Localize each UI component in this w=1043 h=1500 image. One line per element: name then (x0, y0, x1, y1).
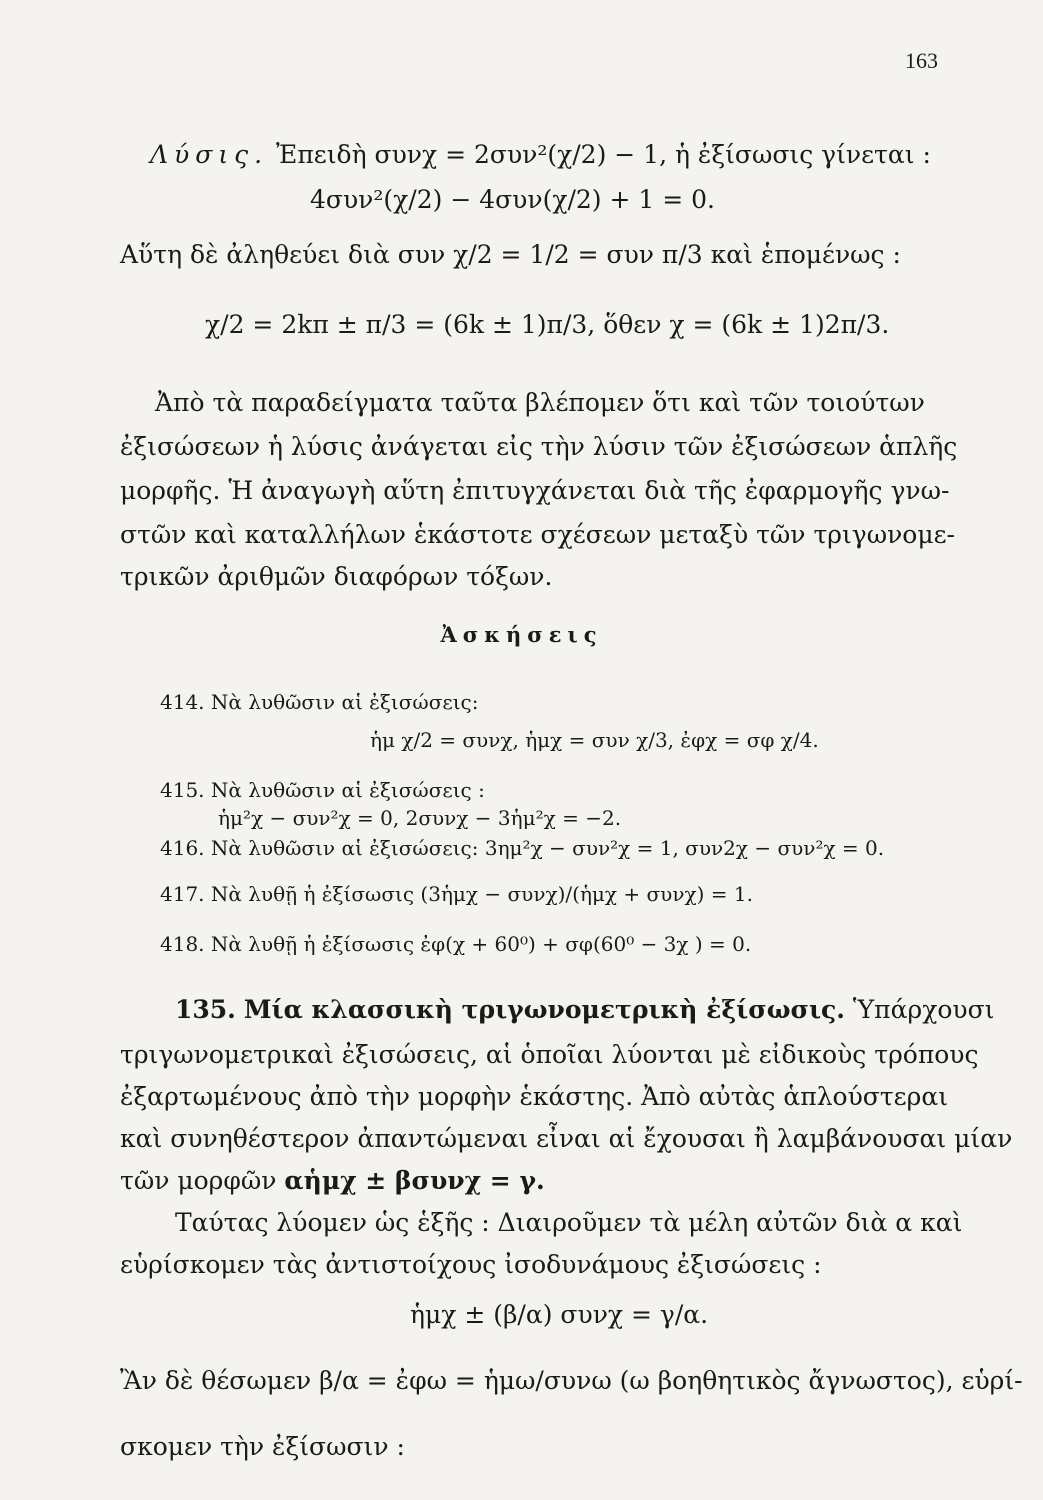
section-p2-line-2: εὑρίσκομεν τὰς ἀντιστοίχους ἰσοδυνάμους ἐξισώσεις : (120, 1250, 822, 1279)
solution-label: Λύσις. (150, 140, 269, 169)
classic-form: αἡμχ ± βσυνχ = γ. (284, 1166, 545, 1195)
exercise-417-equation: (3ἡμχ − συνχ)/(ἡμχ + συνχ) = 1. (420, 882, 753, 906)
solution-text-1: Ἐπειδὴ συνχ = 2συν²(χ/2) − 1, ἡ ἐξίσωσις γίνεται : (276, 140, 931, 169)
section-p2-line-1: Ταύτας λύομεν ὡς ἑξῆς : Διαιροῦμεν τὰ μέλη αὐτῶν διὰ α καὶ (175, 1208, 963, 1237)
section-line-4-text: τῶν μορφῶν (120, 1166, 277, 1195)
section-line-0: Ὑπάρχουσι (852, 995, 995, 1024)
section-title: Μία κλασσικὴ τριγωνομετρικὴ ἐξίσωσις. (243, 995, 845, 1024)
exercise-418: 418. Νὰ λυθῇ ἡ ἐξίσωσις ἐφ(χ + 60⁰) + σφ(60⁰ − 3χ ) = 0. (160, 932, 752, 956)
para1-line-5: τρικῶν ἀριθμῶν διαφόρων τόξων. (120, 562, 553, 591)
para1-line-1: Ἀπὸ τὰ παραδείγματα ταῦτα βλέπομεν ὅτι καὶ τῶν τοιούτων (155, 388, 925, 417)
solution-line-3: Αὕτη δὲ ἀληθεύει διὰ συν χ/2 = 1/2 = συν π/3 καὶ ἑπομένως : (120, 240, 901, 269)
last-line: σκομεν τὴν ἐξίσωσιν : (120, 1432, 405, 1461)
set-substitution-line: Ἂν δὲ θέσωμεν β/α = ἐφω = ἡμω/συνω (ω βοηθητικὸς ἄγνωστος), εὑρί- (120, 1366, 1023, 1395)
exercise-414: 414. Νὰ λυθῶσιν αἱ ἐξισώσεις: (160, 690, 479, 714)
para1-line-2: ἐξισώσεων ἡ λύσις ἀνάγεται εἰς τὴν λύσιν τῶν ἐξισώσεων ἁπλῆς (120, 432, 958, 461)
section-line-2: ἐξαρτωμένους ἀπὸ τὴν μορφὴν ἑκάστης. Ἀπὸ αὐτὰς ἁπλούστεραι (120, 1082, 949, 1111)
para1-line-3: μορφῆς. Ἡ ἀναγωγὴ αὕτη ἐπιτυγχάνεται διὰ τῆς ἐφαρμογῆς γνω- (120, 476, 950, 505)
section-line-1: τριγωνομετρικαὶ ἐξισώσεις, αἱ ὁποῖαι λύονται μὲ εἰδικοὺς τρόπους (120, 1040, 979, 1069)
section-number: 135. (175, 995, 236, 1024)
solution-line-1 (150, 140, 931, 170)
exercise-415: 415. Νὰ λυθῶσιν αἱ ἐξισώσεις : (160, 778, 485, 802)
solution-line-2: 4συν²(χ/2) − 4συν(χ/2) + 1 = 0. (310, 185, 716, 214)
para1-line-4: στῶν καὶ καταλλήλων ἑκάστοτε σχέσεων μεταξὺ τῶν τριγωνομε- (120, 520, 955, 549)
section-line-3: καὶ συνηθέστερον ἀπαντώμεναι εἶναι αἱ ἔχουσαι ἢ λαμβάνουσαι μίαν (120, 1124, 1013, 1153)
exercise-414-equations: ἡμ χ/2 = συνχ, ἡμχ = συν χ/3, ἐφχ = σφ χ/4. (370, 728, 819, 752)
exercise-415-equations: ἡμ²χ − συν²χ = 0, 2συνχ − 3ἡμ²χ = −2. (218, 806, 622, 830)
exercise-416: 416. Νὰ λυθῶσιν αἱ ἐξισώσεις: 3ημ²χ − συν²χ = 1, συν2χ − συν²χ = 0. (160, 836, 885, 860)
section-line-4 (120, 1166, 545, 1196)
page-number: 163 (905, 48, 938, 73)
exercise-417-label: 417. Νὰ λυθῇ ἡ ἐξίσωσις (160, 882, 415, 906)
exercise-417 (160, 882, 753, 906)
exercises-heading: Ἀσκήσεις (440, 622, 603, 647)
solution-line-4: χ/2 = 2kπ ± π/3 = (6k ± 1)π/3, ὅθεν χ = (6k ± 1)2π/3. (205, 310, 890, 339)
equation-1: ἡμχ ± (β/α) συνχ = γ/α. (410, 1300, 709, 1329)
section-135-heading (175, 995, 994, 1025)
